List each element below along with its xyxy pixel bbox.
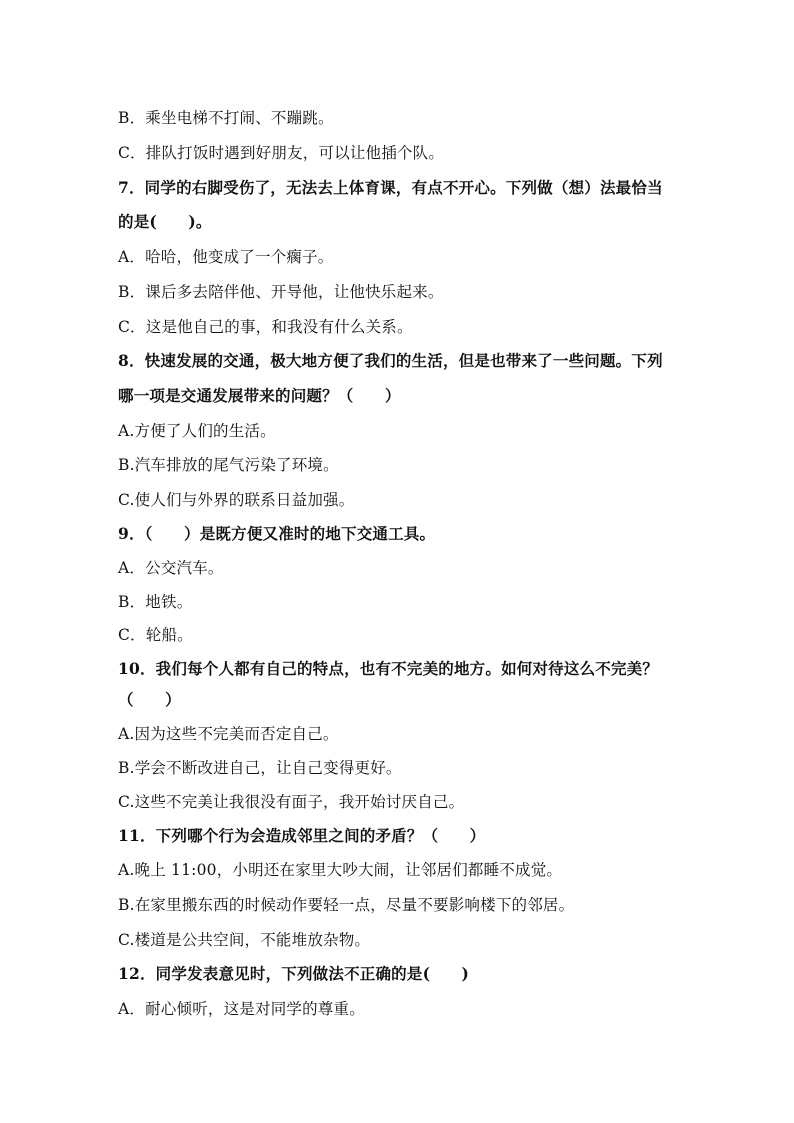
- question-line: 7．同学的右脚受伤了，无法去上体育课，有点不开心。下列做（想）法最恰当: [118, 178, 663, 197]
- option-line: A.方便了人们的生活。: [118, 422, 276, 440]
- question-line: 10．我们每个人都有自己的特点，也有不完美的地方。如何对待这么不完美？: [118, 659, 659, 678]
- option-line: A．耐心倾听，这是对同学的尊重。: [118, 1000, 365, 1018]
- question-line: （ ）: [118, 690, 181, 709]
- option-line: A．哈哈，他变成了一个瘸子。: [118, 248, 334, 266]
- option-line: B.学会不断改进自己，让自己变得更好。: [118, 759, 402, 777]
- option-line: C．排队打饭时遇到好朋友，可以让他插个队。: [118, 144, 445, 162]
- option-line: A．公交汽车。: [118, 559, 224, 577]
- question-line: 的是( )。: [118, 212, 212, 231]
- question-line: 8．快速发展的交通，极大地方便了我们的生活，但是也带来了一些问题。下列: [118, 351, 663, 370]
- option-line: C.使人们与外界的联系日益加强。: [118, 491, 355, 509]
- option-line: A.因为这些不完美而否定自己。: [118, 725, 339, 743]
- question-line: 11．下列哪个行为会造成邻里之间的矛盾？（ ）: [118, 826, 486, 845]
- question-line: 9．（ ）是既方便又准时的地下交通工具。: [118, 524, 436, 543]
- option-line: C.楼道是公共空间，不能堆放杂物。: [118, 931, 371, 949]
- option-line: B.汽车排放的尾气污染了环境。: [118, 456, 339, 474]
- question-line: 哪一项是交通发展带来的问题？（ ）: [118, 386, 401, 405]
- option-line: C．这是他自己的事，和我没有什么关系。: [118, 318, 413, 336]
- option-line: C.这些不完美让我很没有面子，我开始讨厌自己。: [118, 793, 465, 811]
- question-line: 12．同学发表意见时，下列做法不正确的是( ): [118, 964, 470, 983]
- option-line: C．轮船。: [118, 626, 193, 644]
- option-line: B.在家里搬东西的时候动作要轻一点，尽量不要影响楼下的邻居。: [118, 896, 575, 914]
- option-line: B．地铁。: [118, 593, 193, 611]
- option-line: B．课后多去陪伴他、开导他，让他快乐起来。: [118, 283, 444, 301]
- option-line: B．乘坐电梯不打闹、不蹦跳。: [118, 109, 334, 127]
- option-line: A.晚上 11:00，小明还在家里大吵大闹，让邻居们都睡不成觉。: [118, 861, 563, 879]
